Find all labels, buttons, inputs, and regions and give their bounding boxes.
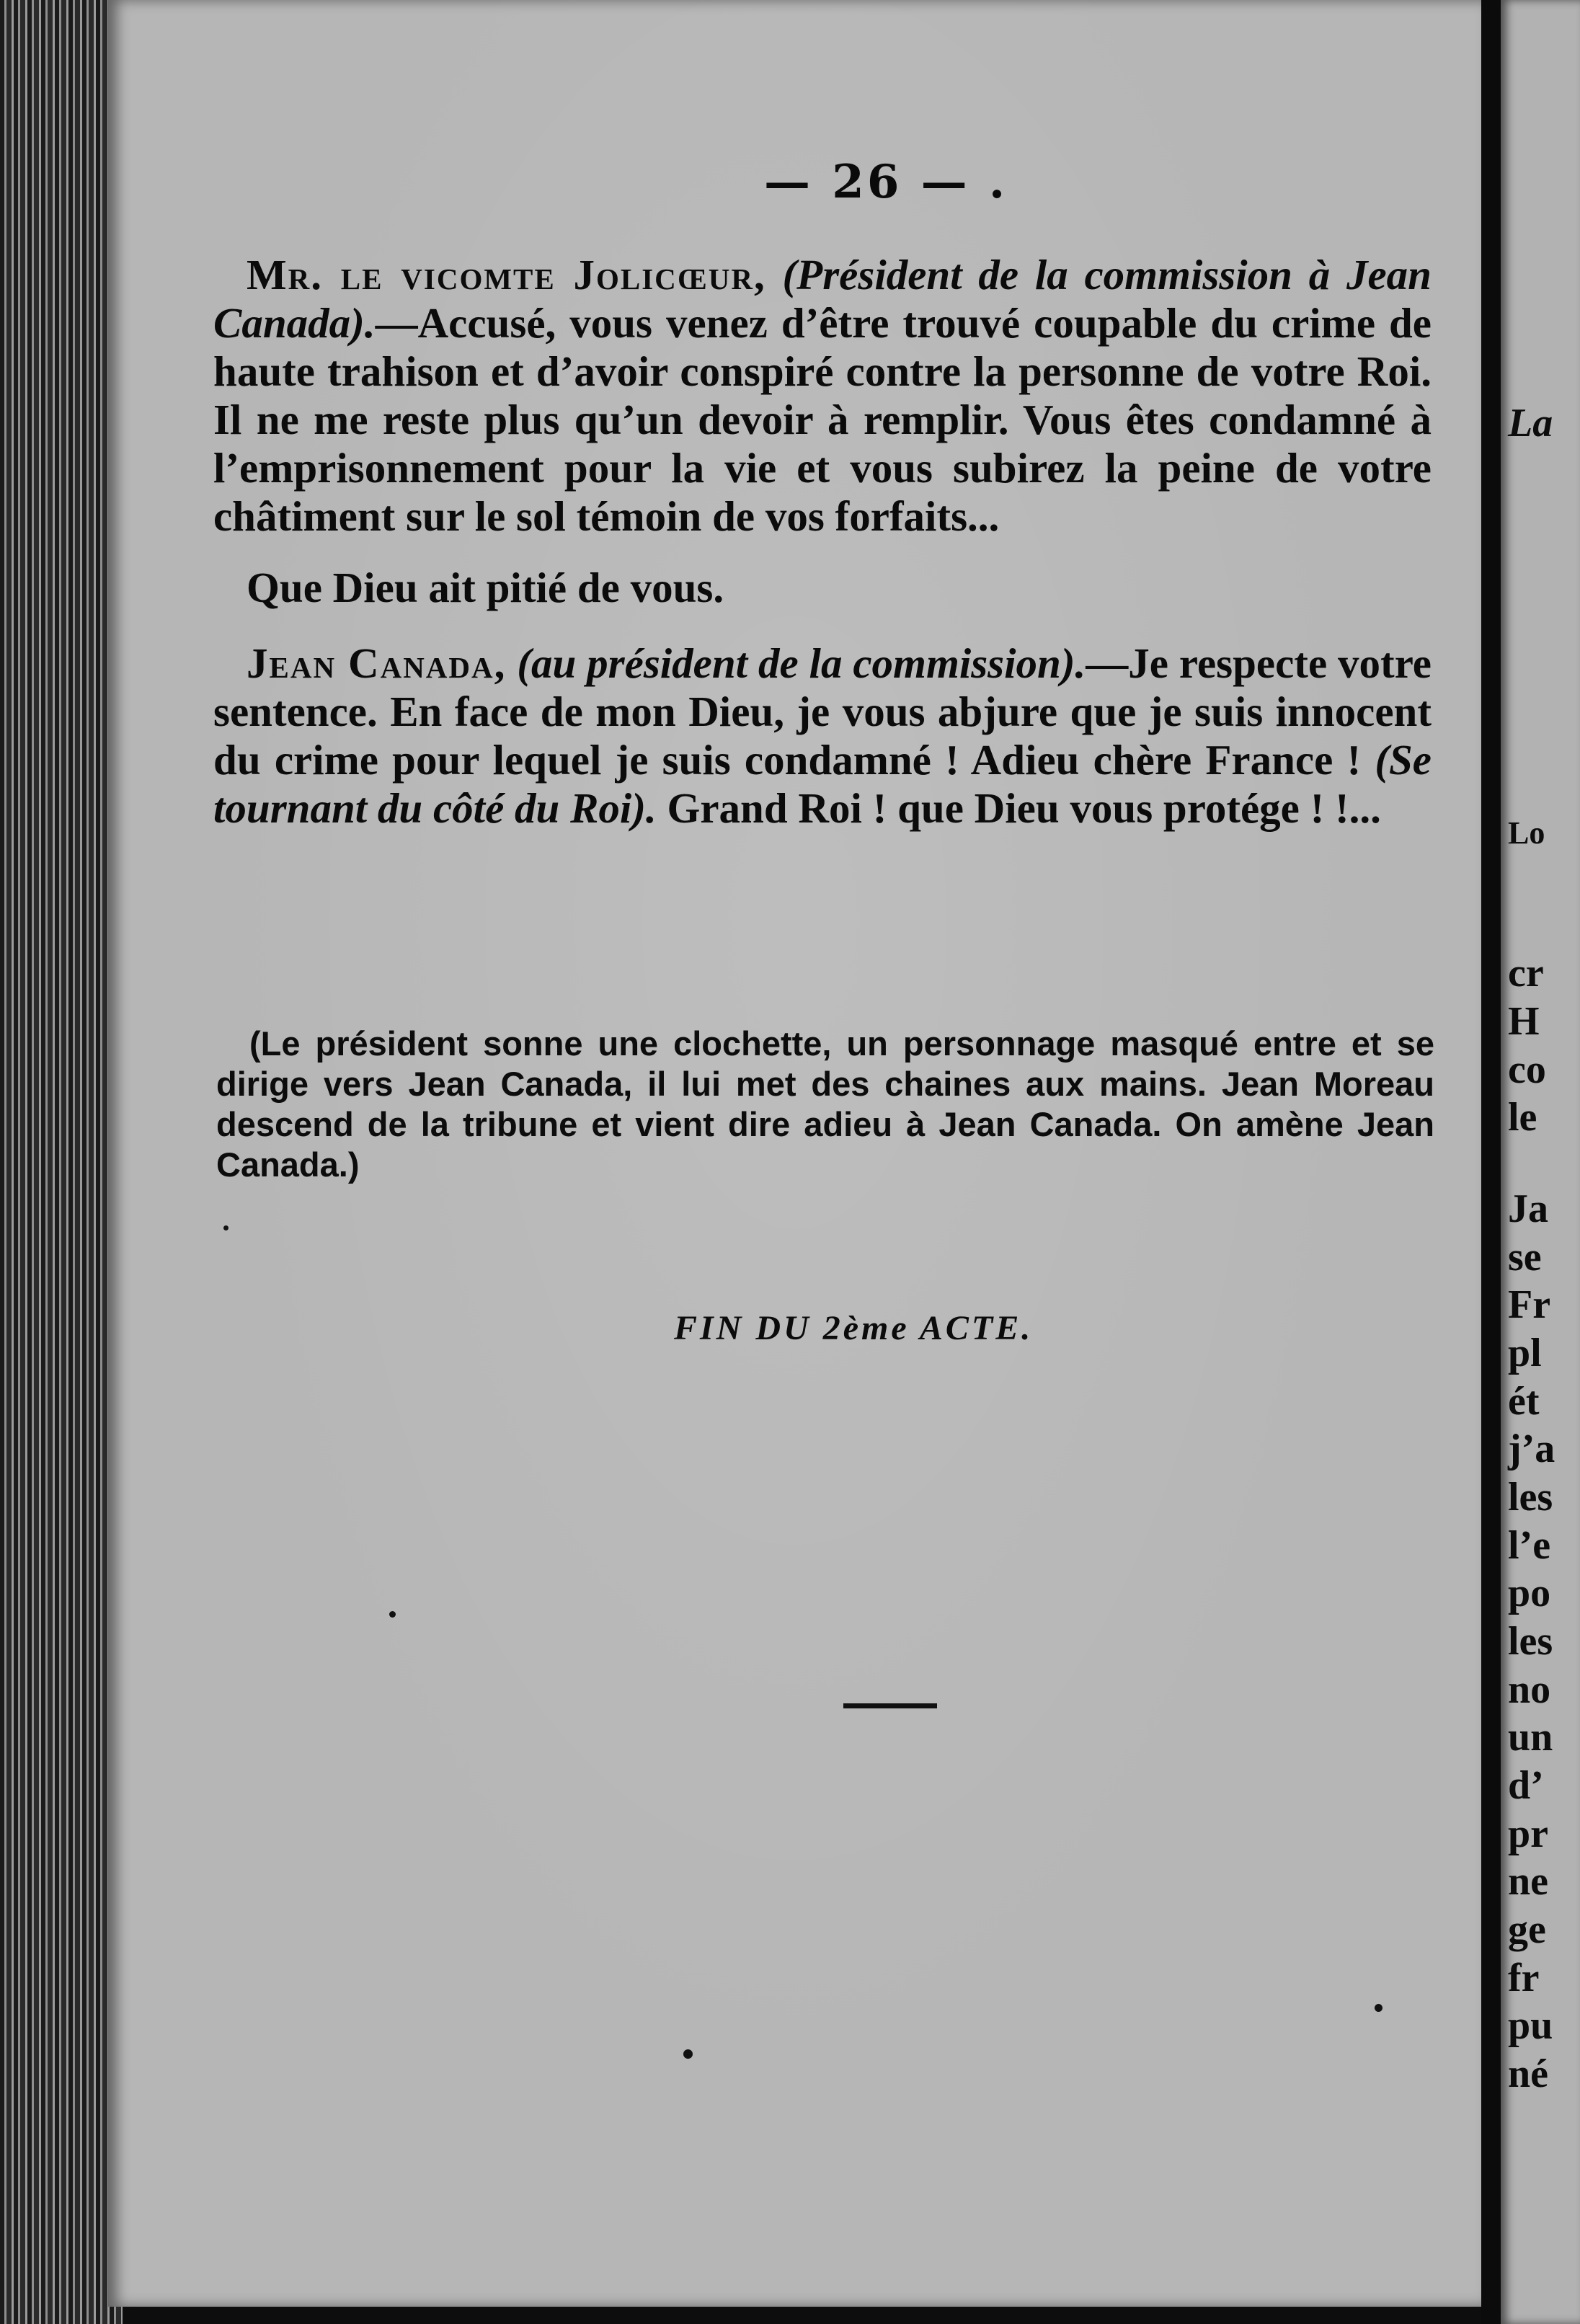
adjacent-page-fragment: Lo [1508,815,1545,851]
adjacent-page-fragment: ne [1508,1859,1548,1904]
adjacent-page-fragment: un [1508,1715,1553,1760]
ink-speck [1375,2004,1382,2012]
ink-speck [223,1225,228,1230]
adjacent-page-fragment: j’a [1508,1427,1555,1471]
dialogue-text [213,251,1432,856]
speech-jolicoeur [213,251,1432,541]
adjacent-page-fragment: ét [1508,1379,1540,1424]
stage-aside: (Président de la commission à Jean Canada). [213,251,1432,347]
adjacent-page-fragment: pu [1508,2003,1553,2048]
adjacent-page-fragment: né [1508,2052,1548,2096]
adjacent-page-fragment: l’e [1508,1523,1551,1568]
adjacent-page-fragment: pl [1508,1331,1542,1375]
adjacent-page-fragment: se [1508,1235,1542,1279]
adjacent-page-fragment: Fr [1508,1282,1551,1327]
book-gutter [1481,0,1501,2324]
speaker-name: Mr. le vicomte Jolicœur, [247,251,766,298]
adjacent-page-fragment: pr [1508,1811,1548,1856]
adjacent-page-fragment: d’ [1508,1763,1544,1808]
adjacent-page-fragment: les [1508,1619,1553,1664]
stage-aside: (Se tournant du côté du Roi). [213,736,1432,832]
speech-closing-line: Que Dieu ait pitié de vous. [247,564,724,611]
page-number: — 26 — . [764,155,1008,209]
adjacent-page-fragment: le [1508,1095,1537,1140]
adjacent-page-fragment: po [1508,1571,1551,1615]
adjacent-page-fragment: cr [1508,951,1544,995]
ink-speck [683,2049,693,2059]
stage-aside: (au président de la commission). [517,639,1086,687]
adjacent-page-sliver [1501,0,1580,2324]
stage-direction: (Le président sonne une clochette, un personnage masqué entre et se dirige vers Jean Canada, il lui met des chaines aux mains. Jean Moreau descend de la tribune et vient dire adieu à Jean Canada. On amène Jean Canada.) [216,1024,1434,1184]
adjacent-page-fragment: fr [1508,1956,1540,2000]
adjacent-page-fragment: no [1508,1667,1551,1712]
adjacent-page-fragment: Ja [1508,1187,1548,1231]
speech-text: —Je respecte votre sentence. En face de mon Dieu, je vous abjure que je suis innocent du crime pour lequel je suis condamné ! Adieu chère France ! [213,639,1432,784]
speaker-name: Jean Canada, [247,639,507,687]
horizontal-rule [843,1703,937,1708]
speech-text: Grand Roi ! que Dieu vous protége ! !... [667,784,1381,832]
adjacent-page-fragment: ge [1508,1907,1546,1952]
page-edge-stack [0,0,123,2324]
adjacent-page-fragment: H [1508,999,1540,1044]
speech-jean-canada [213,639,1432,833]
ink-speck [389,1611,396,1618]
adjacent-page-fragment: les [1508,1475,1553,1520]
adjacent-page-fragment: La [1508,401,1553,445]
act-end-heading: FIN DU 2ème ACTE. [674,1309,1034,1347]
speech-text: —Accusé, vous venez d’être trouvé coupable du crime de haute trahison et d’avoir conspiré contre la personne de votre Roi. Il ne me reste plus qu’un devoir à remplir. Vous êtes condamné à l’emprisonnement pour la vie et vous subirez la peine de votre châtiment sur le sol témoin de vos forfaits... [213,299,1432,540]
adjacent-page-fragment: co [1508,1047,1546,1092]
